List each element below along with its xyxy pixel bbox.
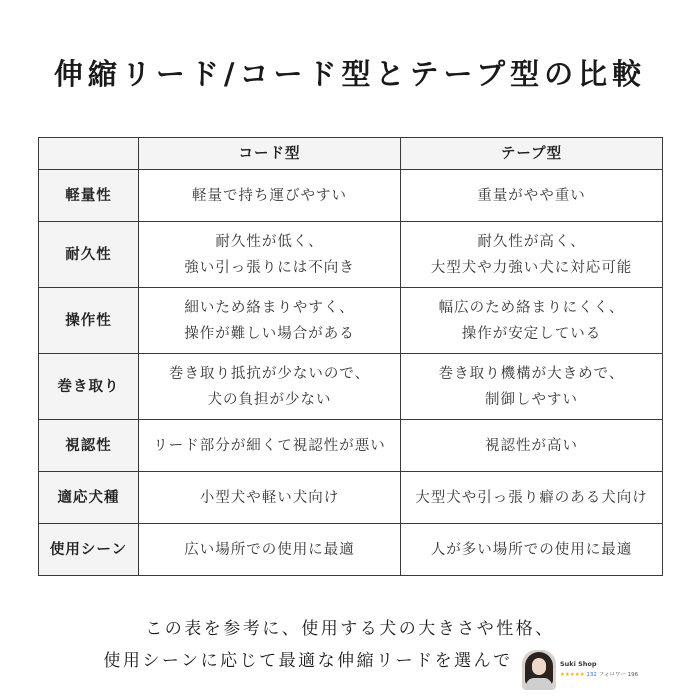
tape-cell-line: 大型犬や引っ張り癖のある犬向け	[415, 489, 648, 506]
cord-cell-line: 広い場所での使用に最適	[184, 541, 355, 558]
avatar	[522, 650, 556, 690]
cord-cell	[139, 420, 401, 472]
tape-cell-line: 操作が安定している	[461, 325, 602, 342]
row-label: 軽量性	[39, 170, 139, 222]
table-row	[39, 222, 663, 288]
cord-cell-line: 巻き取り抵抗が少ないので、	[168, 365, 371, 382]
row-label: 巻き取り	[39, 354, 139, 420]
cord-cell	[139, 472, 401, 524]
cord-cell-line: 強い引っ張りには不向き	[184, 259, 355, 276]
tape-cell-line: 耐久性が高く、	[477, 233, 586, 250]
row-label: 操作性	[39, 288, 139, 354]
cord-cell-line: リード部分が細くて視認性が悪い	[153, 437, 386, 454]
tape-cell-line: 大型犬や力強い犬に対応可能	[430, 259, 633, 276]
cord-cell-line: 操作が難しい場合がある	[184, 325, 355, 342]
page-title: 伸縮リード/コード型とテープ型の比較	[53, 57, 647, 91]
cord-cell	[139, 170, 401, 222]
footer-text-line-1: この表を参考に、使用する犬の大きさや性格、	[145, 619, 555, 639]
row-label: 視認性	[39, 420, 139, 472]
tape-type-header: テープ型	[401, 138, 663, 170]
tape-cell-line: 制御しやすい	[485, 391, 578, 408]
tape-cell	[401, 524, 663, 576]
cord-cell	[139, 288, 401, 354]
rating-stars-icon: ★★★★★	[560, 672, 585, 678]
cord-cell-line: 小型犬や軽い犬向け	[199, 489, 340, 506]
cord-cell	[139, 222, 401, 288]
table-row	[39, 288, 663, 354]
row-label: 耐久性	[39, 222, 139, 288]
tape-cell	[401, 420, 663, 472]
table-row	[39, 420, 663, 472]
tape-cell	[401, 472, 663, 524]
review-count: 132	[586, 672, 597, 678]
cord-cell-line: 犬の負担が少ない	[207, 391, 332, 408]
cord-cell-line: 耐久性が低く、	[215, 233, 324, 250]
tape-cell-line: 巻き取り機構が大きめで、	[438, 365, 625, 382]
tape-cell	[401, 354, 663, 420]
tape-cell	[401, 170, 663, 222]
tape-cell-line: 視認性が高い	[485, 437, 578, 454]
footer-text-line-2: 使用シーンに応じて最適な伸縮リードを選んで	[103, 651, 513, 671]
cord-cell	[139, 354, 401, 420]
comparison-table	[38, 137, 663, 576]
cord-cell	[139, 524, 401, 576]
table-row	[39, 472, 663, 524]
row-label: 適応犬種	[39, 472, 139, 524]
table-row	[39, 170, 663, 222]
corner-header-cell	[39, 138, 139, 170]
cord-cell-line: 軽量で持ち運びやすい	[192, 187, 347, 204]
cord-cell-line: 細いため絡まりやすく、	[184, 299, 355, 316]
tape-cell-line: 幅広のため絡まりにくく、	[438, 299, 625, 316]
row-label: 使用シーン	[39, 524, 139, 576]
shop-meta	[560, 670, 638, 678]
tape-cell-line: 重量がやや重い	[477, 187, 586, 204]
followers-label: フォロワー	[598, 672, 626, 678]
table-header-row	[39, 138, 663, 170]
cord-type-header: コード型	[139, 138, 401, 170]
table-row	[39, 354, 663, 420]
shop-name: Suki Shop	[560, 660, 597, 668]
tape-cell-line: 人が多い場所での使用に最適	[430, 541, 633, 558]
shop-badge[interactable]	[520, 650, 695, 694]
tape-cell	[401, 222, 663, 288]
tape-cell	[401, 288, 663, 354]
table-row	[39, 524, 663, 576]
followers-count: 196	[627, 672, 639, 678]
